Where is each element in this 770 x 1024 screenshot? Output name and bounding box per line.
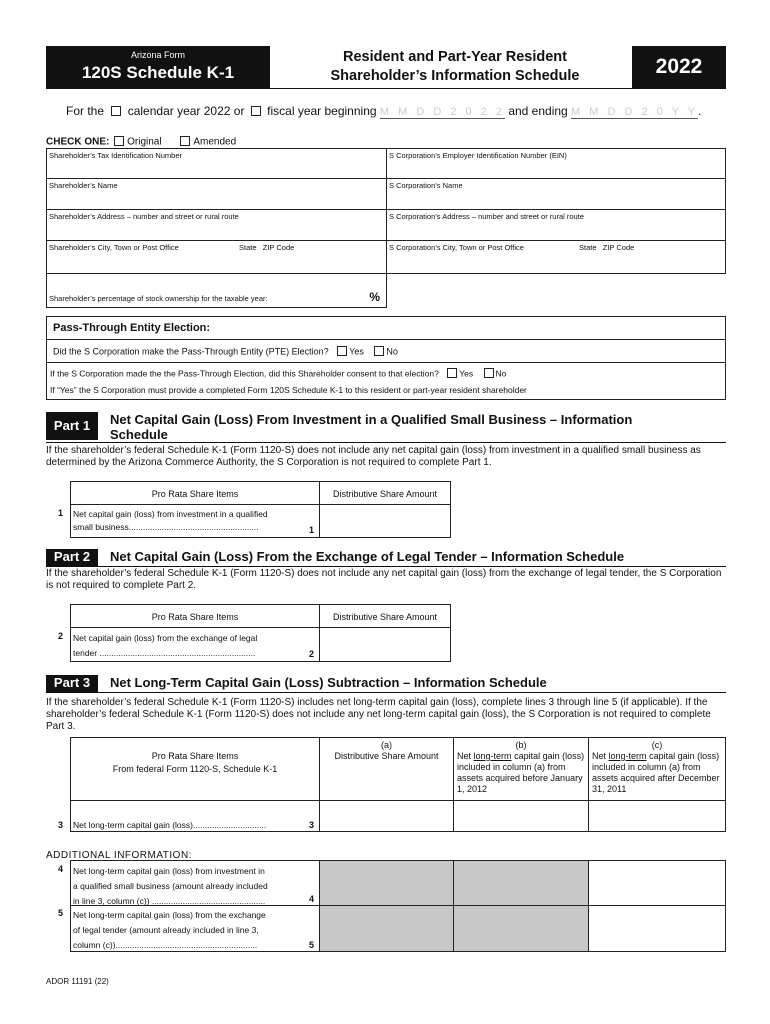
part1-amount-header: Distributive Share Amount — [319, 481, 451, 505]
corp-state-zip: State ZIP Code — [579, 243, 635, 252]
part1-line1-box-number: 1 — [309, 525, 315, 535]
fiscal-year-label: fiscal year beginning — [267, 104, 377, 118]
part2-line2-label: Net capital gain (loss) from the exchange of legal tender .................................................................. — [73, 633, 258, 658]
end-date-field[interactable]: M M D D 2 0 Y Y — [571, 106, 698, 118]
begin-date-field[interactable]: M M D D 2 0 2 2 — [379, 106, 505, 118]
form-title-line2: Shareholder’s Information Schedule — [330, 68, 580, 84]
fiscal-year-checkbox[interactable] — [251, 106, 261, 116]
part3-line3-col-a-field[interactable] — [319, 800, 454, 832]
part1-title: Net Capital Gain (Loss) From Investment in a Qualified Small Business – Information Schedule — [110, 412, 633, 442]
part3-line4-col-c-field[interactable] — [588, 860, 726, 906]
part3-col-b-header: (b) Net long-term capital gain (loss) included in column (a) from assets acquired before January 1, 2012 — [453, 737, 589, 801]
pte-q2-no-checkbox[interactable] — [484, 368, 494, 378]
period-end: . — [697, 104, 702, 118]
part1-instructions: If the shareholder’s federal Schedule K-1 (Form 1120-S) does not include any net capital gain (loss) from investment in a qualified small business as determined by the Arizona Commerce Authority, the S Corporation is not required to complete Part 1. — [46, 445, 701, 468]
shareholder-state-zip: State ZIP Code — [239, 243, 295, 252]
part2-rule — [46, 566, 726, 567]
part3-line3-col-b-field[interactable] — [453, 800, 589, 832]
part3-col-a-header: (a) Distributive Share Amount — [319, 737, 454, 801]
pte-section — [46, 316, 726, 400]
original-label: Original — [127, 136, 162, 148]
part3-line5-number: 5 — [58, 908, 64, 918]
part3-line5-box-number: 5 — [309, 940, 315, 950]
part3-line4-box-number: 4 — [309, 894, 315, 904]
part3-line5-col-c-field[interactable] — [588, 905, 726, 952]
part1-line1-label: Net capital gain (loss) from investment in a qualified small business....................................................... — [73, 509, 268, 532]
part3-title: Net Long-Term Capital Gain (Loss) Subtraction – Information Schedule — [110, 675, 547, 690]
check-one-label: CHECK ONE: — [46, 136, 110, 148]
form-year: 2022 — [632, 46, 726, 88]
corp-name-field[interactable]: S Corporation’s Name — [386, 178, 726, 210]
shareholder-name-field[interactable]: Shareholder’s Name — [46, 178, 387, 210]
shareholder-address-field[interactable]: Shareholder’s Address – number and street or rural route — [46, 209, 387, 241]
form-name: 120S Schedule K-1 — [81, 63, 235, 82]
part3-rule — [46, 692, 726, 693]
calendar-year-label: calendar year 2022 or — [127, 104, 245, 118]
part3-line3-box-number: 3 — [309, 820, 315, 830]
part2-instructions: If the shareholder’s federal Schedule K-1 (Form 1120-S) does not include any net capital gain (loss) from the exchange of legal tender, the S Corporation is not required to complete Part 2. — [46, 568, 722, 591]
pte-question-1: Did the S Corporation make the Pass-Through Entity (PTE) Election? Yes No — [53, 346, 398, 357]
percent-sign: % — [369, 290, 380, 304]
form-title — [290, 48, 620, 86]
part3-line4-col-a-shaded — [319, 860, 454, 906]
pte-q1-yes-checkbox[interactable] — [337, 346, 347, 356]
ownership-percentage-field[interactable]: Shareholder’s percentage of stock ownership for the taxable year: % — [46, 273, 387, 308]
pte-q1-no-checkbox[interactable] — [374, 346, 384, 356]
part1-label: Part 1 — [46, 412, 98, 440]
pte-heading: Pass-Through Entity Election: — [53, 322, 211, 334]
corp-ein-field[interactable]: S Corporation’s Employer Identification Number (EIN) — [386, 148, 726, 179]
form-kicker: Arizona Form — [130, 50, 185, 60]
identification-grid — [46, 148, 726, 308]
part2-line2-number: 2 — [58, 631, 64, 641]
part1-line1-number: 1 — [58, 508, 64, 518]
pte-question-2: If the S Corporation made the the Pass-Through Election, did this Shareholder consent to that election? Yes No — [50, 368, 507, 379]
form-id-block — [46, 46, 270, 88]
header-rule — [46, 88, 726, 89]
pte-note: If “Yes” the S Corporation must provide a completed Form 120S Schedule K-1 to this resident or part-year resident shareholder — [50, 385, 527, 395]
check-one-row — [46, 136, 236, 148]
part3-line4-label: Net long-term capital gain (loss) from investment in a qualified small business (amount already included in line 3, column (c)) ................................................ — [73, 866, 268, 906]
part2-amount-header: Distributive Share Amount — [319, 604, 451, 628]
and-ending-label: and ending — [508, 104, 568, 118]
original-checkbox[interactable] — [114, 136, 124, 146]
part3-line3-label: Net long-term capital gain (loss)............................... — [73, 820, 267, 830]
for-the-label: For the — [66, 104, 105, 118]
part3-label: Part 3 — [46, 675, 98, 692]
part3-items-header: Pro Rata Share Items From federal Form 1120-S, Schedule K-1 — [70, 737, 320, 801]
form-footer-code: ADOR 11191 (22) — [46, 977, 109, 986]
part2-label: Part 2 — [46, 549, 98, 566]
pte-q2-yes-checkbox[interactable] — [447, 368, 457, 378]
part2-line2-box-number: 2 — [309, 649, 315, 659]
part2-items-header: Pro Rata Share Items — [70, 604, 320, 628]
period-line — [66, 104, 701, 118]
part3-line4-number: 4 — [58, 864, 64, 874]
part1-rule — [46, 442, 726, 443]
calendar-year-checkbox[interactable] — [111, 106, 121, 116]
part1-line1-amount-field[interactable] — [319, 504, 451, 538]
part3-col-c-header: (c) Net long-term capital gain (loss) included in column (a) from assets acquired after December 31, 2011 — [588, 737, 726, 801]
part3-line5-col-a-shaded — [319, 905, 454, 952]
part3-line3-col-c-field[interactable] — [588, 800, 726, 832]
part3-line5-label: Net long-term capital gain (loss) from the exchange of legal tender (amount already included in line 3, column (c))............................................................ — [73, 910, 266, 950]
part3-instructions: If the shareholder’s federal Schedule K-1 (Form 1120-S) includes net long-term capital gain (loss), complete lines 3 through line 5 (if applicable). If the shareholder’s federal Schedule K-1 (Form 1120-S) does not include any net long-term capital gain (loss), the S Corporation is not required to complete Part 3. — [46, 697, 711, 732]
part3-line3-number: 3 — [58, 820, 64, 830]
part2-line2-amount-field[interactable] — [319, 627, 451, 662]
corp-address-field[interactable]: S Corporation’s Address – number and street or rural route — [386, 209, 726, 241]
amended-label: Amended — [193, 136, 237, 148]
additional-info-heading: ADDITIONAL INFORMATION: — [46, 850, 192, 861]
corp-city-field[interactable]: S Corporation’s City, Town or Post Office State ZIP Code — [386, 240, 726, 274]
part2-title: Net Capital Gain (Loss) From the Exchange of Legal Tender – Information Schedule — [110, 549, 625, 564]
form-title-line1: Resident and Part-Year Resident — [342, 49, 567, 65]
part1-items-header: Pro Rata Share Items — [70, 481, 320, 505]
shareholder-tin-field[interactable]: Shareholder’s Tax Identification Number — [46, 148, 387, 179]
shareholder-city-field[interactable]: Shareholder’s City, Town or Post Office State ZIP Code — [46, 240, 387, 274]
amended-checkbox[interactable] — [180, 136, 190, 146]
part3-line4-col-b-shaded — [453, 860, 589, 906]
part3-line5-col-b-shaded — [453, 905, 589, 952]
